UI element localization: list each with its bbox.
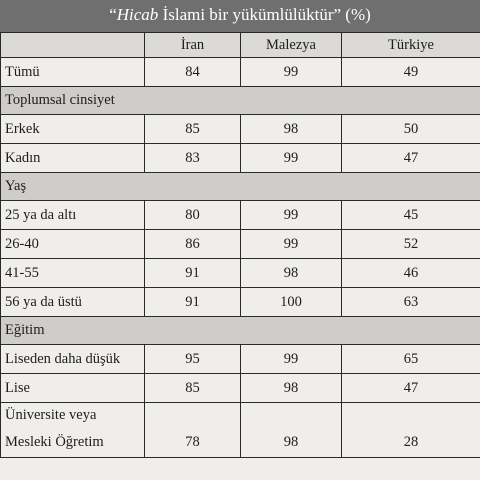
section-filler-cell	[342, 87, 480, 115]
row-label: 41-55	[1, 259, 145, 288]
title-open-quote: “	[109, 5, 117, 24]
data-row	[1, 345, 480, 374]
value-cell: 49	[342, 58, 480, 87]
header-cell-iran: İran	[145, 33, 241, 58]
value-cell: 65	[342, 345, 480, 374]
value-cell: 63	[342, 288, 480, 317]
value-cell: 80	[145, 201, 241, 230]
value-cell: 86	[145, 230, 241, 259]
section-row	[1, 87, 480, 115]
value-cell: 78	[145, 427, 241, 458]
value-cell: 85	[145, 115, 241, 144]
row-label: Liseden daha düşük	[1, 345, 145, 374]
data-row	[1, 144, 480, 173]
value-cell: 100	[241, 288, 342, 317]
value-cell: 99	[241, 144, 342, 173]
data-row-bottom	[1, 427, 480, 458]
row-label-top: Üniversite veya	[1, 403, 145, 428]
row-label: 26-40	[1, 230, 145, 259]
value-cell: 95	[145, 345, 241, 374]
data-row	[1, 58, 480, 87]
header-row	[1, 33, 480, 58]
value-cell: 47	[342, 144, 480, 173]
section-filler-cell	[145, 173, 241, 201]
value-cell: 98	[241, 115, 342, 144]
section-filler-cell	[241, 87, 342, 115]
header-cell-blank	[1, 33, 145, 58]
header-cell-turkiye: Türkiye	[342, 33, 480, 58]
value-cell: 99	[241, 345, 342, 374]
section-filler-cell	[145, 87, 241, 115]
section-label: Yaş	[1, 173, 145, 201]
value-cell: 84	[145, 58, 241, 87]
table-body	[1, 33, 480, 458]
data-row	[1, 259, 480, 288]
section-row	[1, 173, 480, 201]
data-row	[1, 374, 480, 403]
data-row	[1, 288, 480, 317]
value-cell: 99	[241, 230, 342, 259]
empty-cell	[241, 403, 342, 428]
empty-cell	[145, 403, 241, 428]
value-cell: 28	[342, 427, 480, 458]
value-cell: 91	[145, 259, 241, 288]
empty-cell	[342, 403, 480, 428]
value-cell: 83	[145, 144, 241, 173]
data-row	[1, 201, 480, 230]
data-row-top	[1, 403, 480, 428]
row-label: 25 ya da altı	[1, 201, 145, 230]
value-cell: 91	[145, 288, 241, 317]
section-label: Eğitim	[1, 317, 145, 345]
section-label: Toplumsal cinsiyet	[1, 87, 145, 115]
section-filler-cell	[241, 173, 342, 201]
row-label: Lise	[1, 374, 145, 403]
header-cell-malezya: Malezya	[241, 33, 342, 58]
section-row	[1, 317, 480, 345]
data-row	[1, 230, 480, 259]
value-cell: 99	[241, 201, 342, 230]
row-label: 56 ya da üstü	[1, 288, 145, 317]
value-cell: 47	[342, 374, 480, 403]
row-label: Kadın	[1, 144, 145, 173]
value-cell: 45	[342, 201, 480, 230]
row-label: Tümü	[1, 58, 145, 87]
value-cell: 99	[241, 58, 342, 87]
value-cell: 85	[145, 374, 241, 403]
value-cell: 52	[342, 230, 480, 259]
value-cell: 50	[342, 115, 480, 144]
data-row	[1, 115, 480, 144]
row-label-bottom: Mesleki Öğretim	[1, 427, 145, 458]
survey-table	[0, 32, 480, 458]
section-filler-cell	[145, 317, 241, 345]
row-label: Erkek	[1, 115, 145, 144]
value-cell: 98	[241, 374, 342, 403]
value-cell: 46	[342, 259, 480, 288]
section-filler-cell	[342, 173, 480, 201]
title-rest: İslami bir yükümlülüktür” (%)	[158, 5, 371, 24]
table-title	[0, 0, 480, 32]
section-filler-cell	[241, 317, 342, 345]
value-cell: 98	[241, 427, 342, 458]
section-filler-cell	[342, 317, 480, 345]
value-cell: 98	[241, 259, 342, 288]
title-italic-word: Hicab	[116, 5, 159, 24]
